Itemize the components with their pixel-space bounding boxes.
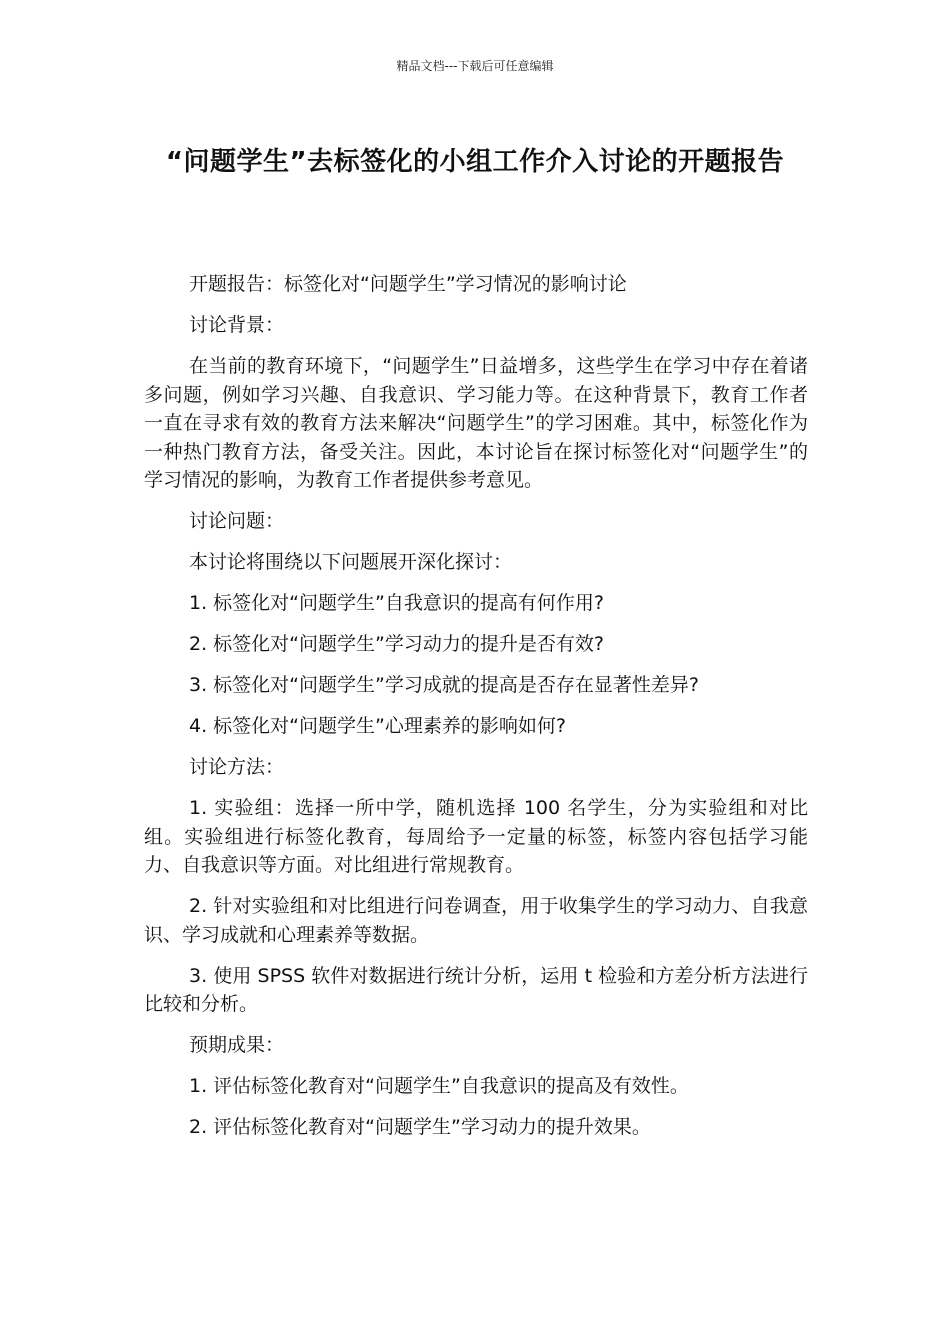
result-item: 2. 评估标签化教育对“问题学生”学习动力的提升效果。: [189, 1116, 651, 1138]
document-body: [144, 270, 808, 1154]
header-note: 精品文档---下载后可任意编辑: [396, 59, 554, 73]
heading-expected-results: 预期成果：: [189, 1034, 285, 1056]
heading-background: 讨论背景：: [189, 314, 285, 336]
heading-questions: 讨论问题：: [189, 510, 285, 532]
method-item: 3. 使用 SPSS 软件对数据进行统计分析，运用 t 检验和方差分析方法进行比较和分析。: [144, 964, 808, 1015]
method-item: 1. 实验组：选择一所中学，随机选择 100 名学生，分为实验组和对比组。实验组进行标签化教育，每周给予一定量的标签，标签内容包括学习能力、自我意识等方面。对比组进行常规教育。: [144, 797, 808, 876]
paragraph-questions-intro: 本讨论将围绕以下问题展开深化探讨：: [189, 551, 513, 573]
question-item: 4. 标签化对“问题学生”心理素养的影响如何?: [189, 715, 566, 737]
question-item: 1. 标签化对“问题学生”自我意识的提高有何作用?: [189, 592, 604, 614]
document-title: “问题学生”去标签化的小组工作介入讨论的开题报告: [165, 147, 785, 177]
question-item: 3. 标签化对“问题学生”学习成就的提高是否存在显著性差异?: [189, 674, 699, 696]
result-item: 1. 评估标签化教育对“问题学生”自我意识的提高及有效性。: [189, 1075, 689, 1097]
paragraph-background: 在当前的教育环境下，“问题学生”日益增多，这些学生在学习中存在着诸多问题，例如学习兴趣、自我意识、学习能力等。在这种背景下，教育工作者一直在寻求有效的教育方法来解决“问题学生”的学习困难。其中，标签化作为一种热门教育方法，备受关注。因此，本讨论旨在探讨标签化对“问题学生”的学习情况的影响，为教育工作者提供参考意见。: [144, 355, 808, 491]
question-item: 2. 标签化对“问题学生”学习动力的提升是否有效?: [189, 633, 604, 655]
paragraph-report-subject: 开题报告：标签化对“问题学生”学习情况的影响讨论: [189, 273, 627, 295]
heading-methods: 讨论方法：: [189, 756, 285, 778]
method-item: 2. 针对实验组和对比组进行问卷调查，用于收集学生的学习动力、自我意识、学习成就和心理素养等数据。: [144, 895, 808, 946]
